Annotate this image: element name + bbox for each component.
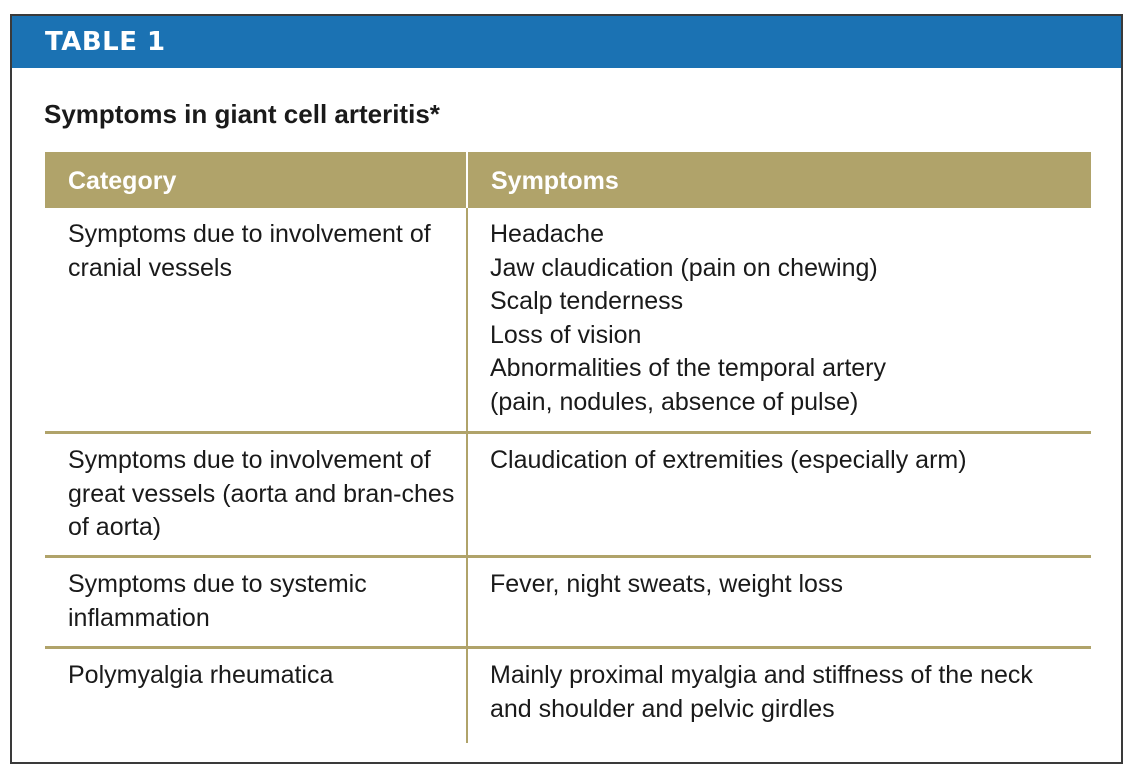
header-symptoms-label: Symptoms bbox=[491, 167, 619, 195]
symptom-item: Claudication of extremities (especially arm) bbox=[490, 446, 967, 474]
category-text: Polymyalgia rheumatica bbox=[68, 661, 334, 689]
symptom-item: Jaw claudication (pain on chewing) bbox=[490, 253, 878, 282]
table-title: Symptoms in giant cell arteritis* bbox=[44, 99, 440, 129]
symptoms-cell bbox=[468, 208, 1091, 431]
symptoms-cell bbox=[468, 434, 1091, 555]
symptom-item: Fever, night sweats, weight loss bbox=[490, 570, 843, 598]
symptoms-list bbox=[490, 659, 1081, 726]
category-text: Symptoms due to involvement of great vessels (aorta and bran-ches of aorta) bbox=[68, 446, 455, 541]
symptoms-table bbox=[45, 152, 1091, 743]
symptoms-cell bbox=[468, 558, 1091, 646]
table-frame bbox=[10, 14, 1123, 764]
symptom-item: Abnormalities of the temporal artery bbox=[490, 354, 887, 382]
header-cell-symptoms bbox=[468, 152, 1091, 208]
symptoms-list bbox=[490, 568, 1081, 602]
table-header-row bbox=[45, 152, 1091, 208]
category-cell bbox=[45, 649, 468, 743]
symptom-item: Mainly proximal myalgia and stiffness of the neck and shoulder and pelvic girdles bbox=[490, 661, 1033, 723]
symptom-item: (pain, nodules, absence of pulse) bbox=[490, 387, 859, 416]
symptom-item: Loss of vision bbox=[490, 320, 642, 349]
category-cell bbox=[45, 208, 468, 431]
symptoms-list bbox=[490, 444, 1081, 478]
header-category-label: Category bbox=[68, 167, 177, 195]
symptoms-list bbox=[490, 218, 1081, 419]
table-row bbox=[45, 558, 1091, 649]
table-row bbox=[45, 434, 1091, 558]
category-text: Symptoms due to involvement of cranial vessels bbox=[68, 220, 431, 282]
header-cell-category bbox=[45, 152, 468, 208]
table-row bbox=[45, 208, 1091, 434]
symptom-item: Headache bbox=[490, 220, 604, 248]
category-text: Symptoms due to systemic inflammation bbox=[68, 570, 367, 632]
category-cell bbox=[45, 434, 468, 555]
table-number-label: TABLE 1 bbox=[45, 27, 166, 57]
table-row bbox=[45, 649, 1091, 743]
symptom-item: Scalp tenderness bbox=[490, 287, 684, 315]
table-banner bbox=[12, 16, 1121, 68]
symptoms-cell bbox=[468, 649, 1091, 743]
category-cell bbox=[45, 558, 468, 646]
